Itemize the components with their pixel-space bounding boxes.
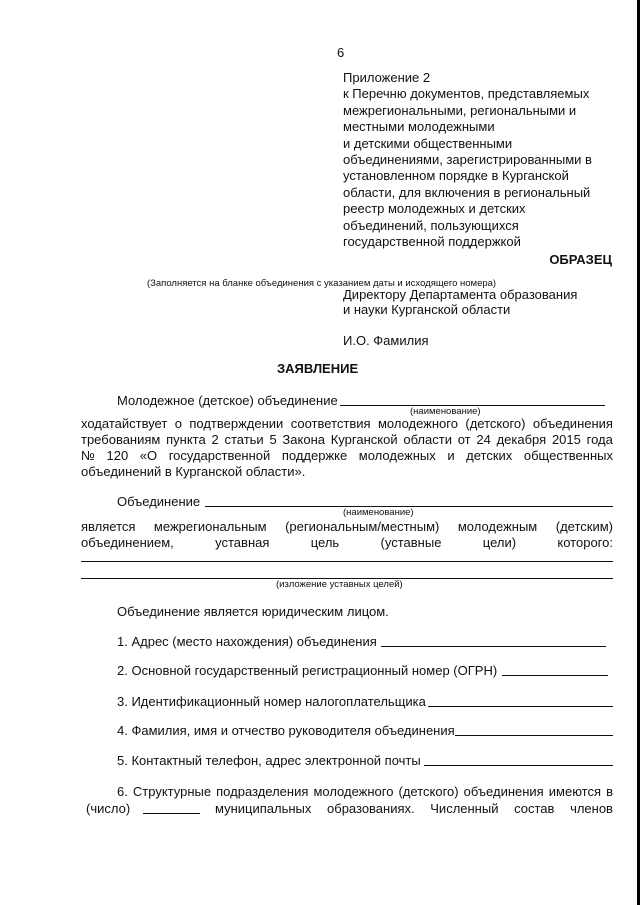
paragraph2-line-2: объединением, уставная цель (уставные цели) которого: — [81, 535, 613, 550]
item-address-field-line[interactable] — [381, 646, 606, 647]
appendix-line: к Перечню документов, представляемых — [343, 86, 590, 102]
org-lead-text: Молодежное (детское) объединение — [117, 393, 338, 408]
name-hint: (наименование) — [410, 406, 481, 417]
item6-count-prefix: (число) — [86, 801, 131, 816]
appendix-line: объединениями, зарегистрированными в — [343, 152, 592, 168]
item-address-label: 1. Адрес (место нахождения) объединения — [117, 634, 377, 649]
appendix-line: установленном порядке в Курганской — [343, 168, 569, 184]
paragraph2-line-1: является межрегиональным (региональным/местным) молодежным (детским) — [81, 519, 613, 534]
appendix-block — [343, 70, 592, 250]
fill-note: (Заполняется на бланке объединения с указанием даты и исходящего номера) — [147, 278, 497, 289]
association-name-hint: (наименование) — [343, 507, 414, 518]
addressee-name: И.О. Фамилия — [343, 333, 429, 348]
item-contacts-label: 5. Контактный телефон, адрес электронной почты — [117, 753, 421, 768]
document-title: ЗАЯВЛЕНИЕ — [277, 361, 359, 376]
goals-hint: (изложение уставных целей) — [276, 579, 403, 590]
legal-entity-text: Объединение является юридическим лицом. — [117, 604, 389, 619]
appendix-line: местными молодежными — [343, 119, 495, 135]
goals-field-line-1[interactable] — [81, 561, 613, 562]
paragraph1-line-3: № 120 «О государственной поддержке молодежных и детских общественных — [81, 448, 613, 463]
sample-label: ОБРАЗЕЦ — [549, 252, 612, 267]
item-ogrn-field-line[interactable] — [502, 675, 608, 676]
appendix-line: Приложение 2 — [343, 70, 431, 85]
appendix-line: области, для включения в региональный — [343, 184, 591, 200]
paragraph1-line-2: требованиям пункта 2 статьи 5 Закона Курганской области от 24 декабря 2015 года — [81, 432, 613, 447]
item-ogrn-label: 2. Основной государственный регистрационный номер (ОГРН) — [117, 663, 498, 678]
item-director-field-line[interactable] — [455, 735, 613, 736]
association-lead-text: Объединение — [117, 494, 201, 509]
appendix-line: объединений, пользующихся — [343, 217, 519, 233]
item-director-label: 4. Фамилия, имя и отчество руководителя объединения — [117, 723, 455, 738]
paragraph1-line-4: объединений в Курганской области». — [81, 464, 306, 479]
addressee-line-2: и науки Курганской области — [343, 302, 511, 317]
appendix-line: государственной поддержкой — [343, 234, 521, 250]
item6-count-field-line[interactable] — [143, 813, 200, 814]
page-number: 6 — [337, 45, 345, 60]
appendix-line: и детскими общественными — [343, 135, 513, 151]
item-contacts-field-line[interactable] — [424, 765, 613, 766]
item-inn-label: 3. Идентификационный номер налогоплательщика — [117, 694, 426, 709]
item-inn-field-line[interactable] — [428, 706, 613, 707]
addressee-line-1: Директору Департамента образования — [343, 287, 578, 302]
appendix-line: межрегиональными, региональными и — [343, 102, 577, 118]
item6-line-1: 6. Структурные подразделения молодежного (детского) объединения имеются в — [117, 784, 613, 799]
appendix-line: реестр молодежных и детских — [343, 201, 526, 217]
paragraph1-line-1: ходатайствует о подтверждении соответствия молодежного (детского) объединения — [81, 416, 613, 431]
item6-line-2: муниципальных образованиях. Численный состав членов — [215, 801, 613, 816]
